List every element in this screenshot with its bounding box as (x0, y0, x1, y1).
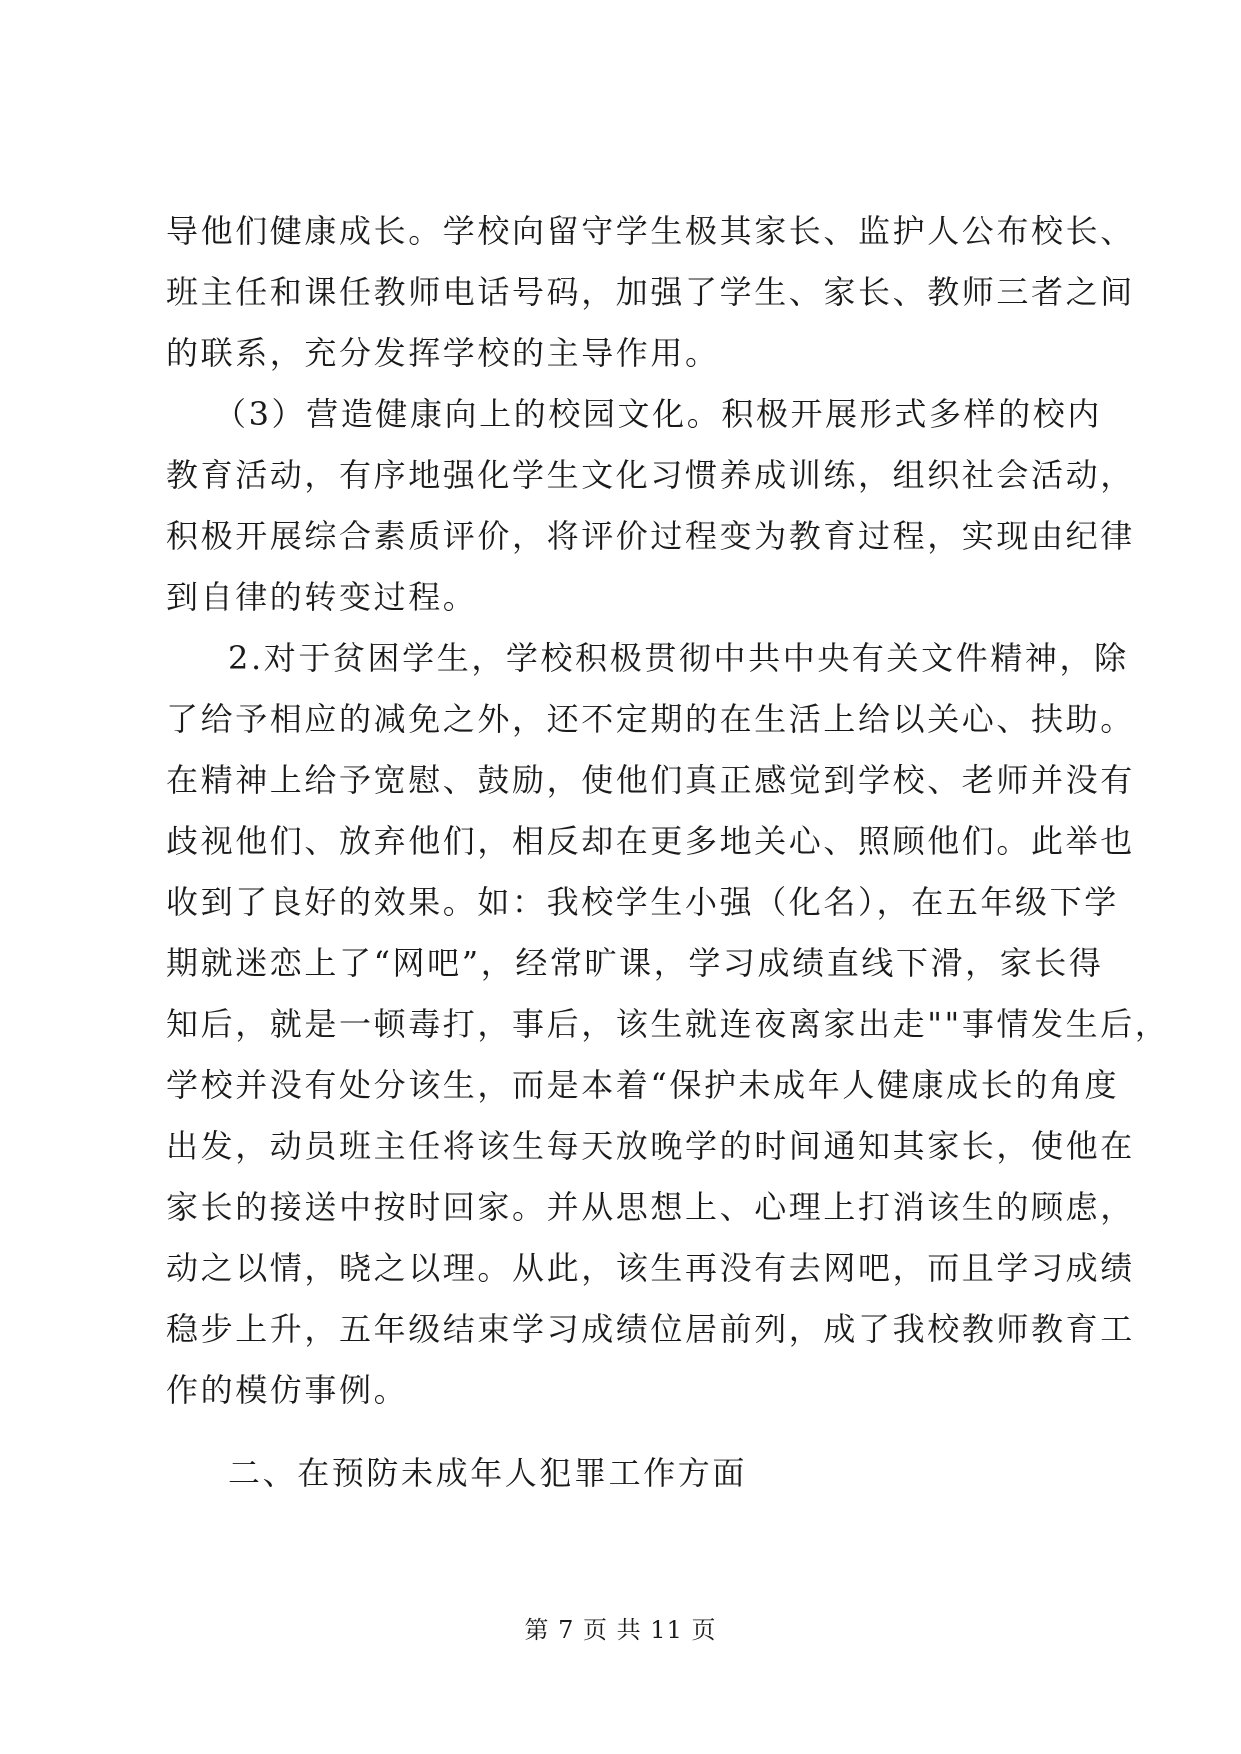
text-line: 积极开展综合素质评价，将评价过程变为教育过程，实现由纪律 (166, 517, 1135, 555)
text-line: 的联系，充分发挥学校的主导作用。 (166, 334, 720, 372)
text-line: 2.对于贫困学生，学校积极贯彻中共中央有关文件精神，除 (228, 639, 1129, 677)
paragraph (166, 628, 1170, 1421)
text-line: 了给予相应的减免之外，还不定期的在生活上给以关心、扶助。 (166, 700, 1135, 738)
section-heading (166, 1443, 1086, 1504)
text-line: 教育活动，有序地强化学生文化习惯养成训练，组织社会活动， (166, 456, 1135, 494)
text-line: 作的模仿事例。 (166, 1371, 409, 1409)
text-line: 期就迷恋上了“网吧”，经常旷课，学习成绩直线下滑，家长得 (166, 944, 1104, 982)
paragraph (166, 201, 1135, 384)
text-line: 歧视他们、放弃他们，相反却在更多地关心、照顾他们。此举也 (166, 822, 1135, 860)
text-line: 班主任和课任教师电话号码，加强了学生、家长、教师三者之间 (166, 273, 1135, 311)
text-line: 学校并没有处分该生，而是本着“保护未成年人健康成长的角度 (166, 1066, 1120, 1104)
text-line: 收到了良好的效果。如：我校学生小强（化名），在五年级下学 (166, 883, 1119, 921)
heading-text: 二、在预防未成年人犯罪工作方面 (228, 1454, 748, 1492)
text-line: （3）营造健康向上的校园文化。积极开展形式多样的校内 (214, 395, 1102, 433)
text-line: 出发，动员班主任将该生每天放晚学的时间通知其家长，使他在 (166, 1127, 1135, 1165)
text-line: 稳步上升，五年级结束学习成绩位居前列，成了我校教师教育工 (166, 1310, 1135, 1348)
paragraph (166, 384, 1135, 628)
document-body (166, 201, 1170, 1504)
text-line: 导他们健康成长。学校向留守学生极其家长、监护人公布校长、 (166, 212, 1135, 250)
text-line: 知后，就是一顿毒打，事后，该生就连夜离家出走""事情发生后， (166, 1005, 1170, 1043)
text-line: 到自律的转变过程。 (166, 578, 478, 616)
page-number: 第 7 页 共 11 页 (524, 1616, 717, 1644)
text-line: 家长的接送中按时回家。并从思想上、心理上打消该生的顾虑， (166, 1188, 1135, 1226)
text-line: 动之以情，晓之以理。从此，该生再没有去网吧，而且学习成绩 (166, 1249, 1135, 1287)
text-line: 在精神上给予宽慰、鼓励，使他们真正感觉到学校、老师并没有 (166, 761, 1135, 799)
